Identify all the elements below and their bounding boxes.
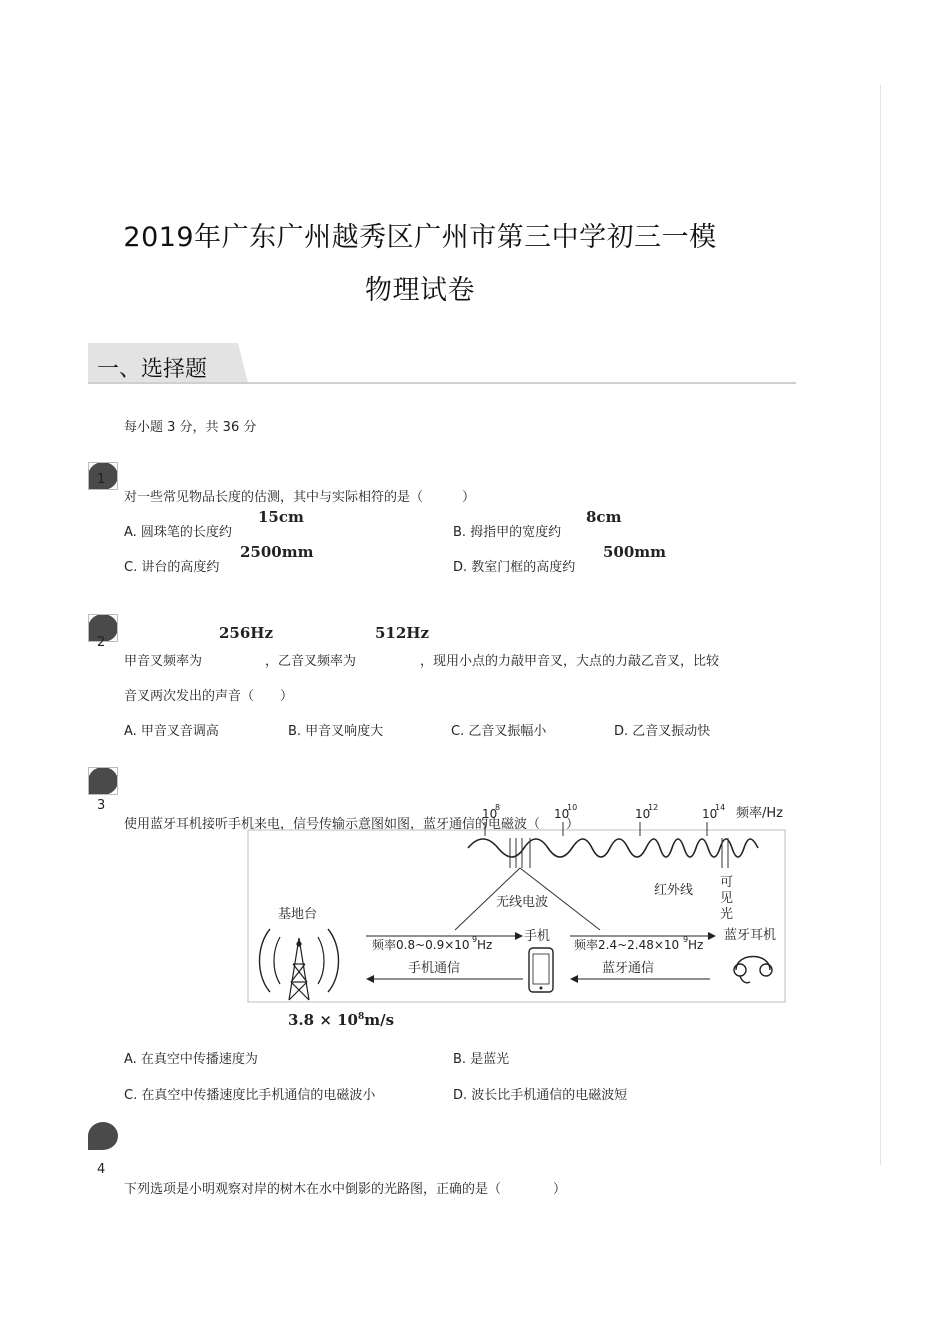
question-badge-icon (88, 767, 120, 797)
phone-comm-label: 手机通信 (408, 961, 461, 976)
tick-label-4: 10 (702, 807, 718, 821)
option-a[interactable]: A. 在真空中传播速度为 (124, 1052, 258, 1067)
freq-left-exp: 9 (472, 935, 478, 944)
question-stem-part: 甲音叉频率为 (124, 654, 203, 669)
option-d-value: 500mm (603, 543, 667, 561)
question-number: 4 (97, 1162, 106, 1177)
option-c-value: 2500mm (240, 543, 314, 561)
section-heading: 一、选择题 (97, 357, 208, 382)
option-b[interactable]: B. 甲音叉响度大 (288, 724, 384, 739)
visible-label-1: 可 (720, 875, 734, 890)
exam-title-line2: 物理试卷 (365, 275, 475, 306)
frequency-axis-label: 频率/Hz (736, 806, 783, 821)
frequency-value-1: 256Hz (219, 624, 274, 642)
infrared-label: 红外线 (654, 883, 694, 898)
question-stem: 对一些常见物品长度的估测，其中与实际相符的是（ ） (124, 490, 476, 505)
visible-label-3: 光 (720, 907, 734, 922)
freq-left-unit: Hz (477, 938, 493, 952)
section-note: 每小题 3 分，共 36 分 (124, 420, 257, 435)
freq-right-unit: Hz (688, 938, 704, 952)
radio-wave-label: 无线电波 (496, 895, 549, 910)
option-a-value: 15cm (258, 508, 304, 526)
earphone-label: 蓝牙耳机 (724, 928, 777, 943)
tick-exp-1: 8 (495, 803, 501, 812)
question-stem-part: ，现用小点的力敲甲音叉，大点的力敲乙音叉，比较 (420, 654, 720, 669)
question-badge-icon (88, 1122, 120, 1152)
visible-label-2: 见 (720, 891, 734, 906)
tick-label-1: 10 (482, 807, 498, 821)
phone-icon (529, 948, 553, 992)
base-station-label: 基地台 (278, 907, 318, 922)
tower-icon (289, 938, 309, 1000)
exam-title-line1: 2019年广东广州越秀区广州市第三中学初三一模 (123, 222, 717, 253)
freq-right-exp: 9 (683, 935, 689, 944)
option-d[interactable]: D. 乙音叉振动快 (614, 724, 711, 739)
option-c[interactable]: C. 在真空中传播速度比手机通信的电磁波小 (124, 1088, 376, 1103)
tick-label-3: 10 (635, 807, 651, 821)
frequency-value-2: 512Hz (375, 624, 430, 642)
question-number: 1 (97, 472, 106, 487)
headphone-icon (734, 957, 772, 983)
question-stem-part: ，乙音叉频率为 (265, 654, 357, 669)
option-a[interactable]: A. 甲音叉音调高 (124, 724, 219, 739)
question-number: 2 (97, 635, 106, 650)
tick-exp-4: 14 (715, 803, 726, 812)
question-stem: 使用蓝牙耳机接听手机来电，信号传输示意图如图，蓝牙通信的电磁波（ ） (124, 817, 580, 832)
option-c[interactable]: C. 讲台的高度约 (124, 560, 220, 575)
speed-value: $3.8 \times 10^8m/s$ (288, 1011, 395, 1029)
question-number: 3 (97, 798, 106, 813)
option-d[interactable]: D. 波长比手机通信的电磁波短 (453, 1088, 628, 1103)
question-stem-part: 音叉两次发出的声音（ ） (124, 689, 294, 704)
freq-left-label: 频率0.8~0.9×10 (372, 938, 470, 952)
tick-label-2: 10 (554, 807, 570, 821)
option-b[interactable]: B. 拇指甲的宽度约 (453, 525, 562, 540)
electromagnetic-wave-curve (468, 839, 758, 857)
signal-transmission-figure (240, 796, 790, 1006)
option-b[interactable]: B. 是蓝光 (453, 1052, 510, 1067)
freq-right-label: 频率2.4~2.48×10 (574, 938, 680, 952)
option-b-value: 8cm (586, 508, 622, 526)
option-d[interactable]: D. 教室门框的高度约 (453, 560, 576, 575)
tick-exp-2: 10 (567, 803, 578, 812)
option-a[interactable]: A. 圆珠笔的长度约 (124, 525, 232, 540)
phone-label: 手机 (524, 929, 551, 944)
bt-comm-label: 蓝牙通信 (602, 961, 655, 976)
option-c[interactable]: C. 乙音叉振幅小 (451, 724, 547, 739)
question-stem: 下列选项是小明观察对岸的树木在水中倒影的光路图，正确的是（ ） (124, 1182, 567, 1197)
page-right-rule (880, 85, 881, 1165)
tick-exp-3: 12 (648, 803, 659, 812)
